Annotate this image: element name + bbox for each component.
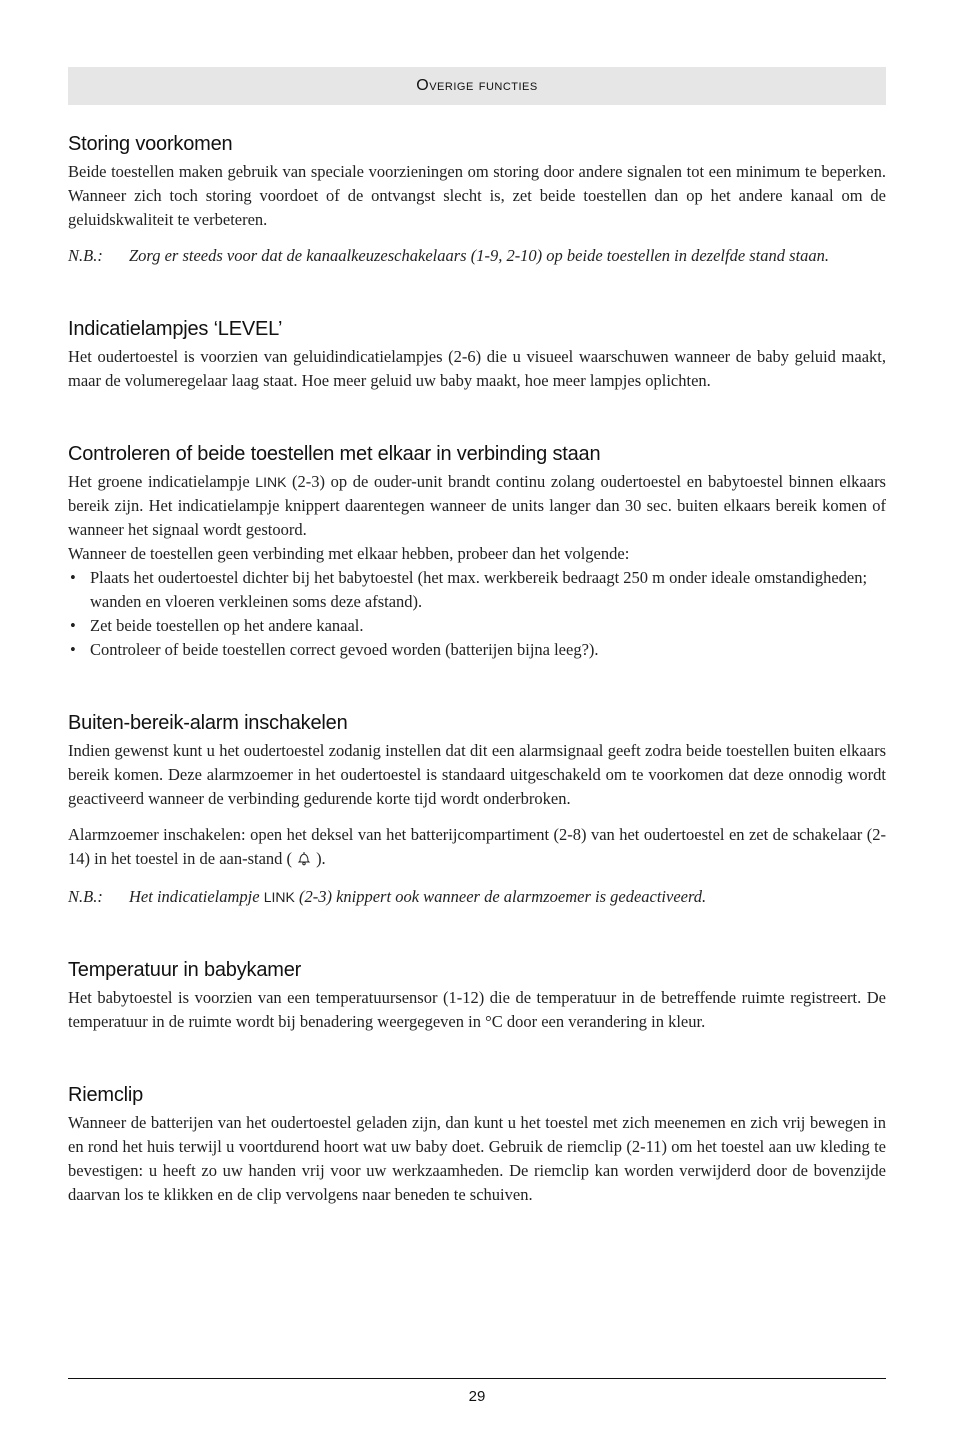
section-verbinding (68, 443, 886, 662)
note-storing (68, 244, 886, 268)
bullet-marker: • (70, 616, 76, 635)
bell-icon (296, 849, 312, 873)
page-number: 29 (468, 1388, 486, 1405)
body-alarm-2 (68, 823, 886, 873)
bullet-marker: • (70, 568, 76, 587)
body-verbinding-pre: Het groene indicatielampje (68, 472, 250, 491)
heading-temperatuur: Temperatuur in babykamer (68, 959, 302, 981)
body-verbinding (68, 470, 886, 542)
section-storing (68, 133, 886, 268)
note-label: N.B.: (68, 246, 103, 265)
heading-riemclip: Riemclip (68, 1084, 144, 1106)
heading-verbinding: Controleren of beide toestellen met elkaar in verbinding staan (68, 443, 601, 465)
note-text (129, 885, 886, 909)
list-item (68, 614, 886, 638)
list-item-text: Zet beide toestellen op het andere kanaal. (90, 616, 364, 635)
section-banner (68, 67, 886, 105)
body-temperatuur: Het babytoestel is voorzien van een temperatuursensor (1-12) die de temperatuur in de betreffende ruimte registreert. De temperatuur in de ruimte wordt bij benadering weergegeven in °C door een verandering in kleur. (68, 988, 886, 1031)
bullet-list (68, 566, 886, 662)
banner-title: Overige functies (416, 77, 538, 94)
list-item-text: Plaats het oudertoestel dichter bij het babytoestel (het max. werkbereik bedraagt 250 m onder ideale omstandigheden; wanden en vloeren verkleinen soms deze afstand). (90, 568, 868, 611)
body-storing: Beide toestellen maken gebruik van speciale voorzieningen om storing door andere signalen tot een minimum te beperken. Wanneer zich toch storing voordoet of de ontvangst slecht is, zet beide toestellen dan op het andere kanaal om de geluidskwaliteit te verbeteren. (68, 162, 886, 229)
body-verbinding-post: (2-3) op de ouder-unit brandt continu zolang oudertoestel en babytoestel binnen elkaars bereik zijn. Het indicatielampje knippert daarentegen wanneer de units langer dan 30 sec. buiten elkaars bereik komen of wanneer het signaal wordt gestoord. (68, 472, 886, 539)
note-alarm-post: (2-3) knippert ook wanneer de alarmzoemer is gedeactiveerd. (298, 887, 707, 906)
footer-divider (68, 1378, 886, 1379)
section-alarm (68, 712, 886, 909)
list-item (68, 566, 886, 614)
body-level: Het oudertoestel is voorzien van geluidindicatielampjes (2-6) die u visueel waarschuwen wanneer de baby geluid maakt, maar de volumeregelaar laag staat. Hoe meer geluid uw baby maakt, hoe meer lampjes oplichten. (68, 347, 886, 390)
link-label: LINK (263, 889, 295, 905)
note-text: Zorg er steeds voor dat de kanaalkeuzeschakelaars (1-9, 2-10) op beide toestellen in dezelfde stand staan. (129, 246, 830, 265)
section-riemclip (68, 1084, 886, 1207)
section-temperatuur (68, 959, 886, 1034)
heading-level: Indicatielampjes ‘LEVEL’ (68, 318, 283, 340)
bullet-marker: • (70, 640, 76, 659)
body-alarm-2-post: ). (316, 849, 326, 868)
heading-alarm: Buiten-bereik-alarm inschakelen (68, 712, 348, 734)
note-alarm (68, 885, 886, 909)
body-riemclip: Wanneer de batterijen van het oudertoestel geladen zijn, dan kunt u het toestel met zich meenemen en zich vrij bewegen in en rond het huis terwijl u voortdurend hoort wat uw baby doet. Gebruik de riemclip (2-11) om het toestel aan uw kleding te bevestigen: u heeft zo uw handen vrij voor uw werkzaamheden. De riemclip kan worden verwijderd door de bovenzijde daarvan los te klikken en de clip vervolgens naar beneden te schuiven. (68, 1113, 886, 1204)
body-alarm-2-pre: Alarmzoemer inschakelen: open het deksel van het batterijcompartiment (2-8) van het oudertoestel en zet de schakelaar (2-14) in het toestel in de aan-stand ( (68, 825, 886, 868)
heading-storing: Storing voorkomen (68, 133, 233, 155)
list-item-text: Controleer of beide toestellen correct gevoed worden (batterijen bijna leeg?). (90, 640, 599, 659)
section-level (68, 318, 886, 393)
body-alarm: Indien gewenst kunt u het oudertoestel zodanig instellen dat dit een alarmsignaal geeft zodra beide toestellen buiten elkaars bereik komen. Deze alarmzoemer in het oudertoestel is standaard uitgeschakeld om te voorkomen dat deze onnodig wordt geactiveerd wanneer de verbinding gedurende korte tijd wordt onderbroken. (68, 741, 886, 808)
page-content (68, 67, 886, 1207)
body-verbinding-2: Wanneer de toestellen geen verbinding met elkaar hebben, probeer dan het volgende: (68, 544, 630, 563)
link-label: LINK (255, 474, 287, 490)
note-alarm-pre: Het indicatielampje (129, 887, 260, 906)
note-label: N.B.: (68, 887, 103, 906)
list-item (68, 638, 886, 662)
